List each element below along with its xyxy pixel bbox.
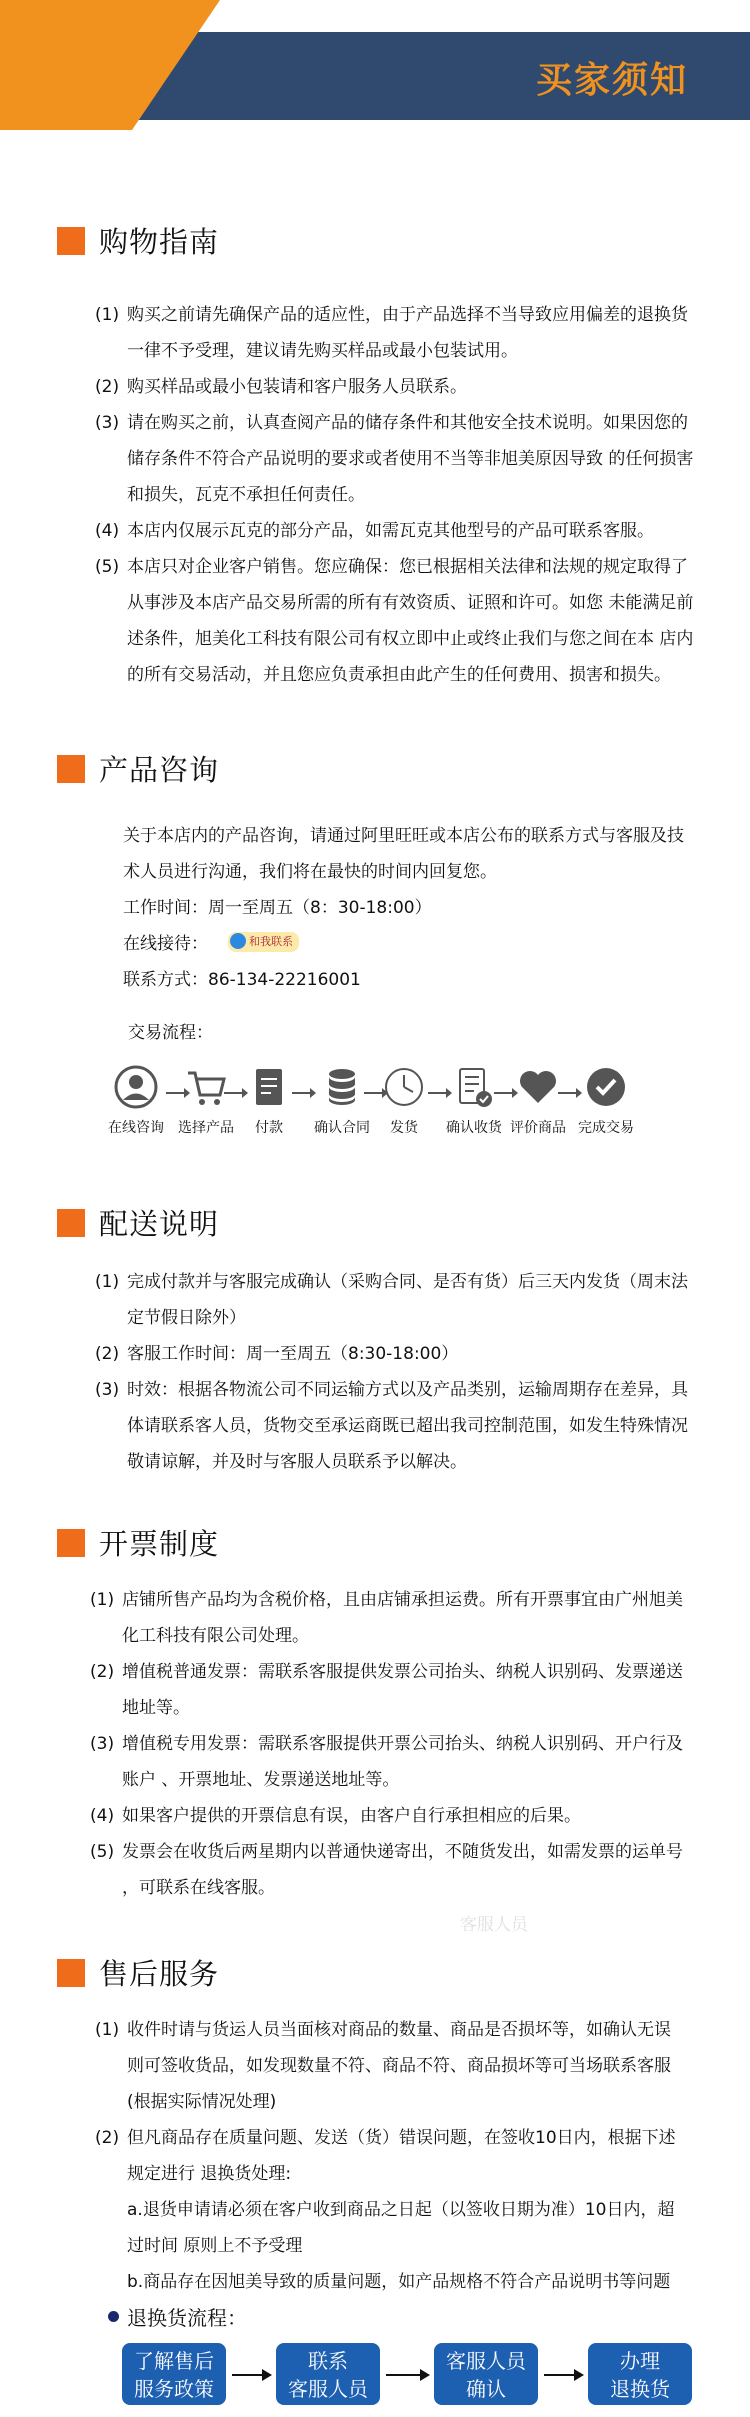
list-item xyxy=(90,1834,735,1906)
list-item xyxy=(95,549,735,693)
flow-step-consult: 在线咨询 xyxy=(96,1065,176,1137)
online-reception: 在线接待： 和我联系 xyxy=(123,926,733,962)
list-item-line: 体请联系客人员，货物交至承运商既已超出我司控制范围，如发生特殊情况 xyxy=(127,1416,688,1436)
list-item-line: 化工科技有限公司处理。 xyxy=(122,1626,309,1646)
list-item-number: (5) xyxy=(95,557,120,577)
list-item-line: ，可联系在线客服。 xyxy=(122,1878,275,1898)
transaction-flow xyxy=(108,1065,674,1175)
list-item-line: 述条件，旭美化工科技有限公司有权立即中止或终止我们与您之间在本 店内 xyxy=(127,629,694,649)
list-item-line: 购买样品或最小包装请和客户服务人员联系。 xyxy=(127,377,467,397)
section-title-delivery: 配送说明 xyxy=(57,1202,219,1243)
flow-step-ship: 发货 xyxy=(364,1065,444,1137)
list-item-number: (2) xyxy=(95,2128,120,2148)
list-item xyxy=(95,405,735,513)
list-item-line: (根据实际情况处理) xyxy=(127,2092,277,2112)
list-item xyxy=(90,1798,735,1834)
list-item-line: 购买之前请先确保产品的适应性，由于产品选择不当导致应用偏差的退换货 xyxy=(127,305,688,325)
database-icon xyxy=(320,1065,364,1109)
section-marker xyxy=(57,1529,85,1557)
list-item-line: a.退货申请请必须在客户收到商品之日起（以签收日期为准）10日内，超 xyxy=(127,2200,675,2220)
clock-icon xyxy=(382,1065,426,1109)
return-step-confirm: 客服人员 确认 xyxy=(434,2343,538,2405)
list-item-number: (3) xyxy=(90,1734,115,1754)
checklist-icon xyxy=(452,1065,496,1109)
list-item-number: (2) xyxy=(95,1344,120,1364)
flow-step-receive: 确认收货 xyxy=(434,1065,514,1137)
list-item-line: 增值税专用发票：需联系客服提供开票公司抬头、纳税人识别码、开户行及 xyxy=(122,1734,683,1754)
list-item-line: 规定进行 退换货处理: xyxy=(127,2164,292,2184)
delivery-list xyxy=(95,1264,735,1480)
section-title-after-sales: 售后服务 xyxy=(57,1952,219,1993)
cart-icon xyxy=(184,1065,228,1109)
list-item-line: 定节假日除外） xyxy=(127,1308,246,1328)
list-item-number: (2) xyxy=(95,377,120,397)
watermark: 客服人员 xyxy=(460,1915,528,1935)
list-item-number: (4) xyxy=(90,1806,115,1826)
list-item-line: 请在购买之前，认真查阅产品的储存条件和其他安全技术说明。如果因您的 xyxy=(127,413,688,433)
list-item xyxy=(95,1264,735,1336)
list-item-number: (1) xyxy=(90,1590,115,1610)
shopping-guide-list xyxy=(95,297,735,693)
header-banner xyxy=(0,0,750,130)
list-item-line: 增值税普通发票：需联系客服提供发票公司抬头、纳税人识别码、发票递送 xyxy=(122,1662,683,1682)
consult-intro: 关于本店内的产品咨询，请通过阿里旺旺或本店公布的联系方式与客服及技 术人员进行沟通，我们将在最快的时间内回复您。 工作时间：周一至周五（8：30-18:00） 在线接待： 和我联系 联系方式：86-134-22216001 xyxy=(123,818,733,998)
list-item-line: 则可签收货品，如发现数量不符、商品不符、商品损坏等可当场联系客服 xyxy=(127,2056,671,2076)
heart-icon xyxy=(516,1065,560,1109)
list-item-line: 的所有交易活动，并且您应负责承担由此产生的任何费用、损害和损失。 xyxy=(127,665,671,685)
list-item-line: 过时间 原则上不予受理 xyxy=(127,2236,303,2256)
list-item-number: (1) xyxy=(95,2020,120,2040)
list-item-line: 发票会在收货后两星期内以普通快递寄出，不随货发出，如需发票的运单号 xyxy=(122,1842,683,1862)
list-item xyxy=(95,2012,735,2120)
list-item-number: (4) xyxy=(95,521,120,541)
list-item-number: (3) xyxy=(95,413,120,433)
contact-me-button[interactable]: 和我联系 xyxy=(228,932,299,952)
section-title-shopping-guide: 购物指南 xyxy=(57,220,219,261)
flow-step-contract: 确认合同 xyxy=(302,1065,382,1137)
list-item-line: 本店只对企业客户销售。您应确保：您已根据相关法律和法规的规定取得了 xyxy=(127,557,688,577)
flow-label: 交易流程： xyxy=(128,1023,213,1043)
list-item-line: 店铺所售产品均为含税价格，且由店铺承担运费。所有开票事宜由广州旭美 xyxy=(122,1590,683,1610)
list-item xyxy=(95,1372,735,1480)
list-item xyxy=(90,1726,735,1798)
chat-icon xyxy=(230,933,246,949)
list-item xyxy=(95,297,735,369)
flow-step-pay: 付款 xyxy=(229,1065,309,1137)
section-title-invoice: 开票制度 xyxy=(57,1522,219,1563)
section-marker xyxy=(57,755,85,783)
arrow-right-icon xyxy=(386,2374,428,2376)
return-flow-title: 退换货流程： xyxy=(108,2302,247,2331)
list-item xyxy=(90,1654,735,1726)
list-item-line: 账户 、开票地址、发票递送地址等。 xyxy=(122,1770,400,1790)
invoice-icon xyxy=(247,1065,291,1109)
section-marker xyxy=(57,1209,85,1237)
list-item-line: 客服工作时间：周一至周五（8:30-18:00） xyxy=(127,1344,459,1364)
list-item-line: b.商品存在因旭美导致的质量问题，如产品规格不符合产品说明书等问题 xyxy=(127,2272,671,2292)
return-step-process: 办理 退换货 xyxy=(588,2343,692,2405)
return-step-contact: 联系 客服人员 xyxy=(276,2343,380,2405)
list-item-line: 一律不予受理，建议请先购买样品或最小包装试用。 xyxy=(127,341,518,361)
list-item xyxy=(90,1582,735,1654)
list-item-number: (1) xyxy=(95,305,120,325)
page-title: 买家须知 xyxy=(535,60,688,101)
list-item xyxy=(95,2120,735,2300)
list-item-number: (2) xyxy=(90,1662,115,1682)
return-step-policy: 了解售后 服务政策 xyxy=(122,2343,226,2405)
list-item-line: 但凡商品存在质量问题、发送（货）错误问题，在签收10日内，根据下述 xyxy=(127,2128,676,2148)
check-circle-icon xyxy=(584,1065,628,1109)
list-item-line: 敬请谅解，并及时与客服人员联系予以解决。 xyxy=(127,1452,467,1472)
list-item-number: (1) xyxy=(95,1272,120,1292)
user-icon xyxy=(114,1065,158,1109)
bullet-icon xyxy=(108,2311,119,2322)
flow-step-select: 选择产品 xyxy=(166,1065,246,1137)
work-time: 工作时间：周一至周五（8：30-18:00） xyxy=(123,898,432,918)
list-item-line: 时效：根据各物流公司不同运输方式以及产品类别，运输周期存在差异，具 xyxy=(127,1380,688,1400)
flow-step-complete: 完成交易 xyxy=(566,1065,646,1137)
list-item-line: 本店内仅展示瓦克的部分产品，如需瓦克其他型号的产品可联系客服。 xyxy=(127,521,654,541)
list-item-line: 储存条件不符合产品说明的要求或者使用不当等非旭美原因导致 的任何损害 xyxy=(127,449,694,469)
list-item-line: 收件时请与货运人员当面核对商品的数量、商品是否损坏等，如确认无误 xyxy=(127,2020,671,2040)
after-sales-list xyxy=(95,2012,735,2300)
arrow-right-icon xyxy=(544,2374,582,2376)
contact-info: 联系方式：86-134-22216001 xyxy=(123,970,361,990)
section-marker xyxy=(57,1959,85,1987)
arrow-right-icon xyxy=(232,2374,270,2376)
flow-step-review: 评价商品 xyxy=(498,1065,578,1137)
list-item-line: 地址等。 xyxy=(122,1698,190,1718)
list-item-number: (3) xyxy=(95,1380,120,1400)
list-item-line: 从事涉及本店产品交易所需的所有有效资质、证照和许可。如您 未能满足前 xyxy=(127,593,694,613)
section-marker xyxy=(57,227,85,255)
list-item-line: 和损失，瓦克不承担任何责任。 xyxy=(127,485,365,505)
list-item-line: 如果客户提供的开票信息有误，由客户自行承担相应的后果。 xyxy=(122,1806,581,1826)
section-title-consult: 产品咨询 xyxy=(57,748,219,789)
list-item-number: (5) xyxy=(90,1842,115,1862)
list-item-line: 完成付款并与客服完成确认（采购合同、是否有货）后三天内发货（周末法 xyxy=(127,1272,688,1292)
list-item xyxy=(95,1336,735,1372)
invoice-list xyxy=(90,1582,735,1906)
list-item xyxy=(95,369,735,405)
list-item xyxy=(95,513,735,549)
